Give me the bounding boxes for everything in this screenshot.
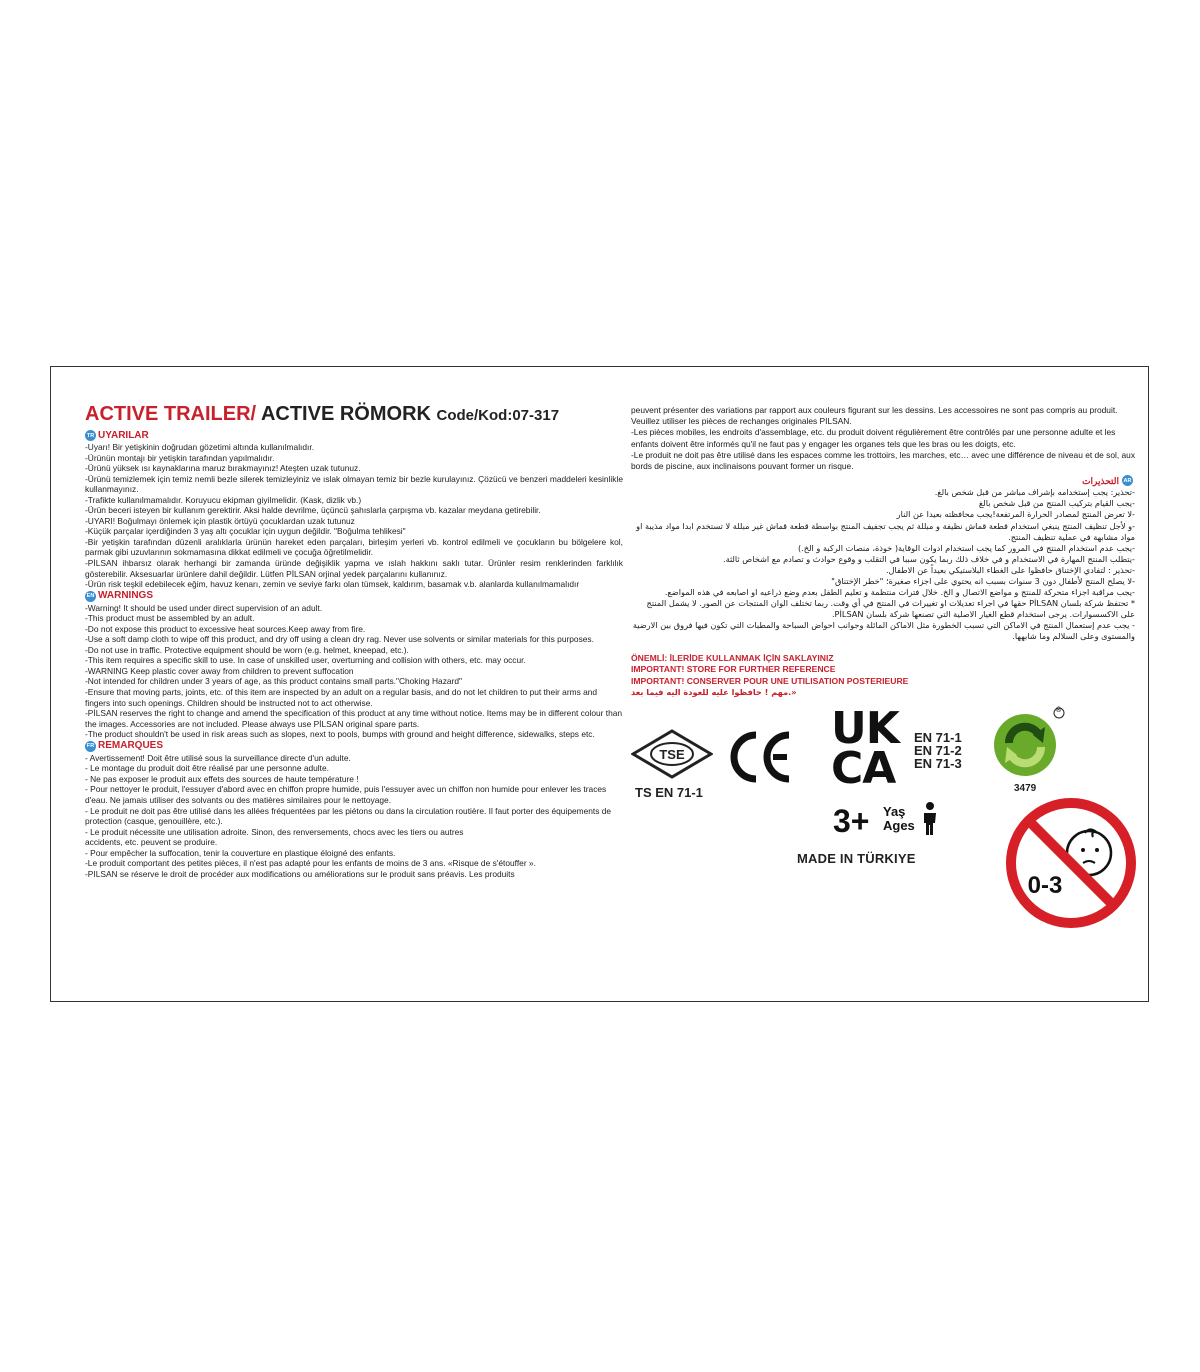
age-words — [883, 805, 915, 833]
product-title — [85, 401, 623, 429]
en-standard: EN 71-1 — [914, 730, 962, 745]
warning-line: accidents, etc. peuvent se produire. — [85, 837, 218, 848]
warning-line: -Uyarı! Bir yetişkinin doğrudan gözetimi altında kullanılmalıdır. — [85, 442, 315, 452]
ukca-mark-top: UK — [831, 703, 899, 754]
left-column — [85, 401, 623, 879]
warning-line: -Les pièces mobiles, les endroits d'assemblage, etc. du produit doivent régulièrement être contrôlés par une personne adulte et les enfants doivent être informés qu'il ne faut pas y engager les organes tels que les bras ou les doigts, etc. — [631, 427, 1116, 449]
warning-line: -تحذير : لتفادي الإختناق حافظوا على الغطاء البلاستيكي بعيداً عن الاطفال. — [885, 564, 1135, 575]
section-title-ar: التحذيرات — [1082, 475, 1119, 486]
warning-line: - Le produit nécessite une utilisation adroite. Sinon, des renversements, chocs avec les tiers ou autres — [85, 826, 464, 837]
warning-line: -The product shouldn't be used in risk areas such as slopes, next to pools, bumps with ground and height difference, sidewalks, steps etc. — [85, 729, 595, 740]
important-line-en: IMPORTANT! STORE FOR FURTHER REFERENCE — [631, 664, 836, 675]
age-mark — [833, 799, 963, 851]
warning-line: - Ne pas exposer le produit aux effets des sources de haute température ! — [85, 773, 359, 784]
warning-line: - يجب عدم إستعمال المنتج في الاماكن التي تسبب الخطورة مثل الاماكن المائلة وجوانب احواض السباحة والمطبات التي تكون فيها فروق بين الارضية والمستوى وعلى السلالم وما شابهها. — [632, 620, 1135, 642]
no-under-3-icon — [1003, 795, 1139, 931]
section-body-en — [85, 603, 623, 740]
warning-line: -لا يصلح المنتج لأطفال دون 3 سنوات بسبب انه يحتوي على اجزاء صغيرة؛ "خطر الإختناق" — [831, 575, 1135, 586]
warning-line: - Le produit ne doit pas être utilisé dans les allées fréquentées par les piétons ou dans la circulation routière. Il faut porter des équipements de protection (casque, genouillère, etc.). — [85, 805, 612, 827]
section-body-ar — [631, 487, 1135, 642]
section-title-en: WARNINGS — [98, 590, 153, 602]
warning-line: -Not intended for children under 3 years of age, as this product contains small parts."Choking Hazard" — [85, 676, 462, 687]
section-body-tr — [85, 442, 623, 590]
warning-line: -Do not use in traffic. Protective equipment should be worn (e.g. helmet, kneepad, etc.). — [85, 644, 409, 655]
warning-line: -يجب عدم استخدام المنتج في المرور كما يجب استخدام ادوات الوقاية( خوذة، منصات الركبة و الخ.) — [797, 542, 1135, 553]
green-dot-number: 3479 — [1014, 783, 1037, 794]
warning-line: -Warning! It should be used under direct supervision of an adult. — [85, 602, 323, 613]
green-dot-icon — [993, 707, 1065, 779]
child-figure-icon — [921, 801, 939, 837]
tse-standard-label: TS EN 71-1 — [635, 785, 703, 800]
tse-logo — [631, 729, 713, 779]
warning-line: -يجب مراقبة اجزاء متحركة للمنتج و مواضع الاتصال و الخ. خلال فترات منتظمة و تعليم الطفل بعدم وضع ذراعيه او اصابعه في هذه المواضع. — [664, 587, 1135, 598]
warning-line: -This product must be assembled by an adult. — [85, 613, 255, 624]
warning-line: -PİLSAN reserves the right to change and amend the specification of this product at any time without notice. Items may be in different colour than the images. Accessories are not included. Please always use PİLSAN original spare parts. — [85, 708, 623, 729]
age-word-tr: Yaş — [883, 804, 906, 819]
section-header-tr — [85, 429, 623, 442]
warning-line: -UYARI! Boğulmayı önlemek için plastik örtüyü çocuklardan uzak tutunuz — [85, 515, 355, 526]
warning-line: -Küçük parçalar içerdiğinden 3 yaş altı çocuklar için uygun değildir. "Boğulma tehlikesi" — [85, 526, 406, 537]
warning-line: -Ürünün montajı bir yetişkin tarafından yapılmalıdır. — [85, 452, 275, 463]
warning-line: * تحتفظ شركة بلسان PİLSAN حقها في اجراء تعديلات او تغييرات في المنتج في أي وقت. ربما تختلف الوان المنتجات عن الصور. لا يشمل المنتج على الاكسسوارات. يرجى استخدام قطع الغيار الاصلية التي تصنعها شركة بلسان PİLSAN. — [646, 598, 1135, 620]
en-standard: EN 71-3 — [914, 756, 962, 771]
warning-line: -Use a soft damp cloth to wipe off this product, and dry off using a clean dry rag. Never use solvents or similar materials for this purposes. — [85, 634, 594, 645]
warning-line: -Ürün risk teşkil edebilecek eğim, havuz kenarı, zemin ve seviye farkı olan tümsek, kaldırım, basamak v.b. alanlarda kullanılmamalıdır — [85, 579, 580, 590]
warning-line: peuvent présenter des variations par rapport aux couleurs figurant sur les dessins. Les accessoires ne sont pas compris au produit. Veuillez utiliser les pièces de rechanges originales PILSAN. — [631, 405, 1118, 427]
en-standards — [914, 731, 962, 770]
warning-line: -Ensure that moving parts, joints, etc. of this item are inspected by an adult on a regular basis, and do not let children to put their arms and fingers into such openings. Children should be instructed not to act otherwise. — [85, 687, 598, 708]
warning-line: -Ürünü yüksek ısı kaynaklarına maruz bırakmayınız! Ateşten uzak tutunuz. — [85, 463, 361, 474]
warning-line: - Avertissement! Doit être utilisé sous la surveillance directe d'un adulte. — [85, 752, 351, 763]
en-standard: EN 71-2 — [914, 743, 962, 758]
warning-line: -Ürün beceri isteyen bir kullanım gerektirir. Aksi halde devrilme, üçüncü şahıslarla çarpışma vb. kazalar meydana getirebilir. — [85, 505, 541, 516]
warning-line: -Le produit comportant des petites pièces, il n'est pas adapté pour les enfants de moins de 3 ans. «Risque de s'étouffer ». — [85, 858, 536, 869]
language-badge-fr: FR — [85, 741, 96, 752]
warning-line: -لا تعرض المنتج لمصادر الحرارة المرتفعة!يجب محافظته بعيدا عن النار — [896, 509, 1135, 520]
section-body-fr — [85, 753, 623, 880]
tse-logo-text: TSE — [659, 747, 685, 762]
important-line-fr: IMPORTANT! CONSERVER POUR UNE UTILISATION POSTERIEURE — [631, 675, 909, 686]
section-body-fr-continued — [631, 405, 1135, 472]
warning-line: -Le produit ne doit pas être utilisé dans les espaces comme les trottoirs, les marches, etc… avec une différence de niveau et de sol, aux bords de piscine, aux inclinaisons pouvant former un risque. — [631, 449, 1136, 472]
language-badge-ar: AR — [1122, 475, 1133, 486]
warning-line: - Pour nettoyer le produit, l'essuyer d'abord avec en chiffon propre humide, puis l'essuyer avec un chiffon non humide pour enlever les traces d'eau. Ne jamais utiliser des solvants ou des matières similaires pour le nettoyage. — [85, 784, 607, 805]
warning-line: -Bir yetişkin tarafından düzenli aralıklarla ürünün hareket eden parçaları, birleşim yerleri vb. kontrol edilmeli ve çocukların bu bölgelere kol, parmak gibi uzuvlarının sokmamasına dikkat edilmeli ve çocuğa öğretilmelidir. — [85, 536, 623, 558]
warning-line: -PILSAN se réserve le droit de procéder aux modifications ou améliorations sur le produit sans préavis. Les produits — [85, 868, 515, 879]
section-header-fr — [85, 740, 623, 753]
warning-label-card — [50, 366, 1149, 1002]
warning-line: -يجب القيام بتركيب المنتج من قبل شخص بالغ — [978, 498, 1135, 509]
section-header-en — [85, 590, 623, 603]
ukca-mark — [831, 703, 903, 794]
important-line-tr: ÖNEMLİ: İLERİDE KULLANMAK İÇİN SAKLAYINIZ — [631, 652, 834, 663]
warning-line: -Trafikte kullanılmamalıdır. Koruyucu ekipman giyilmelidir. (Kask, dizlik vb.) — [85, 494, 362, 505]
right-column — [631, 405, 1135, 699]
warning-line: -و لأجل تنظيف المنتج ينبغي استخدام قطعة قماش نظيفة و مبللة ثم يجب تجفيف المنتج بواسطة قطعة قماش غير مبللة لا تستخدم ابدا مواد مذيبة او مواد مشابهة في عملية تنظيف المنتج. — [636, 520, 1135, 542]
ce-mark — [725, 727, 795, 787]
section-header-ar — [631, 474, 1135, 487]
age-word-en: Ages — [883, 818, 915, 833]
ukca-mark-bottom: CA — [831, 743, 896, 794]
certification-marks — [631, 703, 1141, 997]
warning-line: - Pour empêcher la suffocation, tenir la couverture en plastique éloigné des enfants. — [85, 847, 396, 858]
warning-line: -WARNING Keep plastic cover away from children to prevent suffocation — [85, 665, 354, 676]
registered-mark: ® — [1056, 707, 1062, 714]
warning-line: -This item requires a specific skill to use. In case of unskilled user, overturning and collision with others, etc. may occur. — [85, 655, 526, 666]
title-en: ACTIVE TRAILER/ — [85, 403, 257, 425]
title-tr: ACTIVE RÖMORK — [260, 403, 431, 425]
language-badge-en: EN — [85, 591, 96, 602]
warning-line: -PİLSAN ihbarsız olarak herhangi bir zamanda üründe değişiklik yapma ve ıslah hakkını saklı tutar. Ürünler resim renklerinden farklılık gösterebilir. Aksesuarlar ürünlere dahil değildir. Lütfen PİLSAN orjinal yedek parçalarını kullanınız. — [85, 558, 623, 579]
warning-line: -يتطلب المنتج المهارة في الاستخدام و في خلاف ذلك ربما يكون سببا في التقلب و وقوع حوادث و تصادم مع اشخاص ثالثة. — [722, 553, 1135, 564]
age-number: 3+ — [833, 803, 870, 839]
warning-line: -Ürünü temizlemek için temiz nemli bezle silerek temizleyiniz ve ıslak olmayan temiz bir bezle kurulayınız. Çözücü ve benzeri maddeleri kesinlikle kullanmayınız. — [85, 473, 623, 495]
made-in-label: MADE IN TÜRKIYE — [797, 851, 916, 866]
section-title-fr: REMARQUES — [98, 740, 164, 752]
warning-line: -Do not expose this product to excessive heat sources.Keep away from fire. — [85, 623, 366, 634]
warning-age-text: 0-3 — [1027, 872, 1063, 899]
important-notice — [631, 653, 1135, 699]
warning-line: - Le montage du produit doit être réalisé par une personne adulte. — [85, 763, 329, 774]
language-badge-tr: TR — [85, 430, 96, 441]
important-line-ar: مهم ! حافظوا عليه للعودة اليه فيما بعد.» — [631, 687, 797, 698]
warning-line: -تحذير: يجب إستخدامه بإشراف مباشر من قبل شخص بالغ. — [934, 487, 1135, 498]
product-code: Code/Kod:07-317 — [436, 407, 560, 424]
section-title-tr: UYARILAR — [98, 429, 149, 441]
